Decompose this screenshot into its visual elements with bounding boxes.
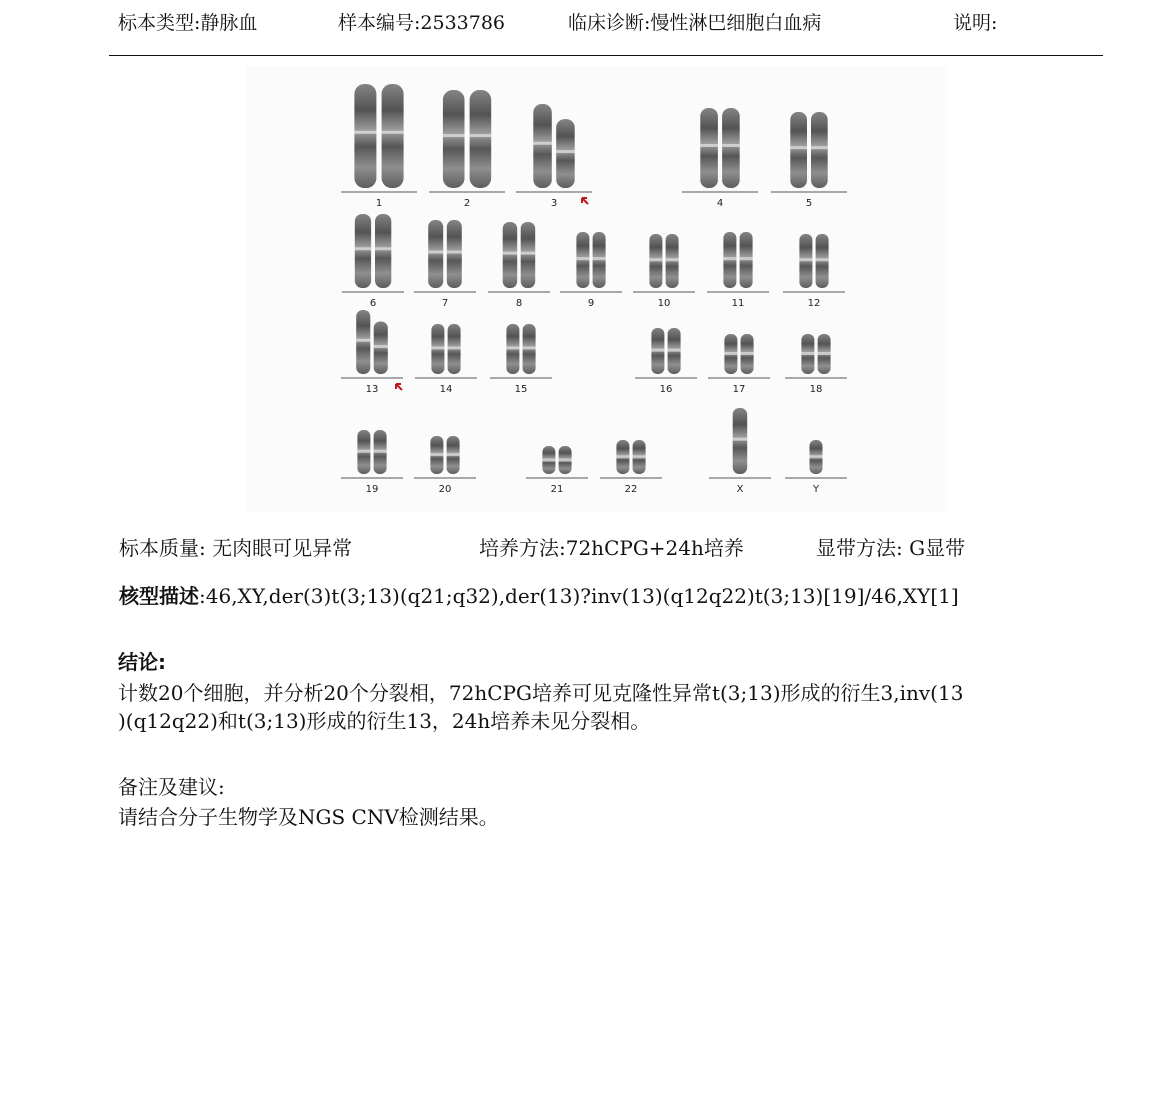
chromosome-number: 10 [657, 298, 671, 309]
abnormality-arrow-icon [396, 384, 402, 390]
centromere [533, 142, 552, 145]
chromosome-pair-15 [490, 324, 552, 395]
chromosome-number: X [736, 484, 744, 495]
centromere [790, 146, 807, 149]
chromosome [470, 90, 492, 188]
centromere [651, 349, 664, 352]
clinical-diagnosis: 临床诊断:慢性淋巴细胞白血病 [568, 12, 822, 34]
culture-method: 培养方法:72hCPG+24h培养 [479, 536, 744, 560]
chromosome-number: 14 [439, 384, 453, 395]
chromosome-pair-20 [414, 436, 476, 495]
chromosome-pair-17 [708, 334, 770, 395]
chromosome [556, 119, 575, 188]
chromosome-number: 22 [624, 484, 638, 495]
centromere [816, 258, 829, 261]
chromosome [533, 104, 552, 188]
chromosome-pair-11 [707, 232, 769, 309]
centromere [559, 459, 572, 462]
chromosome-number: 13 [365, 384, 379, 395]
centromere [542, 459, 555, 462]
chromosome-number: 5 [805, 198, 813, 209]
centromere [375, 247, 391, 250]
centromere [374, 345, 388, 348]
centromere [700, 144, 718, 147]
centromere [355, 247, 371, 250]
chromosome-number: 4 [716, 198, 724, 209]
centromere [741, 352, 754, 355]
chromosome [700, 108, 718, 188]
centromere [799, 258, 812, 261]
chromosome [733, 408, 748, 474]
chromosome-number: 3 [550, 198, 558, 209]
centromere [354, 131, 376, 134]
chromosome-number: 9 [587, 298, 595, 309]
chromosome-pair-10 [633, 234, 695, 309]
karyogram-image [246, 66, 948, 512]
chromosome-number: 21 [550, 484, 564, 495]
centromere [801, 352, 814, 355]
chromosome-pair-14 [415, 324, 477, 395]
chromosome-pair-6 [342, 214, 404, 309]
centromere [723, 257, 736, 260]
centromere [810, 455, 823, 458]
banding-method: 显带方法: G显带 [816, 536, 966, 560]
chromosome [722, 108, 740, 188]
centromere [443, 134, 465, 137]
chromosome-pair-7 [414, 220, 476, 309]
chromosome-number: 6 [369, 298, 377, 309]
centromere [374, 450, 387, 453]
centromere [428, 251, 443, 254]
centromere [733, 438, 748, 441]
centromere [724, 352, 737, 355]
centromere [722, 144, 740, 147]
chromosome-pair-1 [341, 84, 417, 209]
chromosome-pair-9 [560, 232, 622, 309]
centromere [503, 252, 518, 255]
chromosome-number: 18 [809, 384, 823, 395]
chromosome-pair-3 [516, 104, 592, 209]
chromosome-pair-X [709, 408, 771, 495]
remarks-label: 备注及建议: [118, 775, 225, 799]
centromere [523, 347, 536, 350]
centromere [506, 347, 519, 350]
centromere [382, 131, 404, 134]
specimen-type: 标本类型:静脉血 [118, 12, 258, 34]
conclusion-line-2: )(q12q22)和t(3;13)形成的衍生13，24h培养未见分裂相。 [118, 709, 651, 733]
chromosome-pair-21 [526, 446, 588, 495]
chromosome-number: 19 [365, 484, 379, 495]
chromosome [382, 84, 404, 188]
remarks-text: 请结合分子生物学及NGS CNV检测结果。 [118, 805, 499, 829]
chromosome [443, 90, 465, 188]
chromosome [811, 112, 828, 188]
centromere [470, 134, 492, 137]
chromosome-number: 20 [438, 484, 452, 495]
chromosome [428, 220, 443, 288]
centromere [740, 257, 753, 260]
chromosome-pair-19 [341, 430, 403, 495]
chromosome-pair-16 [635, 328, 697, 395]
chromosome-pair-13 [341, 310, 403, 395]
chromosome [521, 222, 536, 288]
karyotype-value: :46,XY,der(3)t(3;13)(q21;q32),der(13)?inv(13)(q12q22)t(3;13)[19]/46,XY[1] [199, 584, 959, 608]
centromere [633, 455, 646, 458]
centromere [666, 258, 679, 261]
karyotype-label: 核型描述 [119, 584, 199, 608]
centromere [431, 347, 444, 350]
chromosome-number: Y [812, 484, 820, 495]
chromosome [354, 84, 376, 188]
chromosome-number: 17 [732, 384, 746, 395]
centromere [811, 146, 828, 149]
chromosome-pair-5 [771, 112, 847, 209]
chromosome-number: 12 [807, 298, 821, 309]
karyotype-description [119, 580, 959, 609]
centromere [357, 450, 370, 453]
sample-number: 样本编号:2533786 [338, 12, 506, 34]
chromosome [447, 220, 462, 288]
chromosome-pair-18 [785, 334, 847, 395]
chromosome-pair-2 [429, 90, 505, 209]
centromere [593, 257, 606, 260]
chromosome-pair-12 [783, 234, 845, 309]
chromosome-pair-8 [488, 222, 550, 309]
centromere [447, 251, 462, 254]
chromosome-pair-Y [785, 440, 847, 495]
centromere [818, 352, 831, 355]
chromosome-pair-4 [682, 108, 758, 209]
chromosome [356, 310, 370, 374]
chromosome [790, 112, 807, 188]
note-label: 说明: [953, 12, 998, 34]
centromere [649, 258, 662, 261]
chromosome-number: 15 [514, 384, 528, 395]
chromosome [375, 214, 391, 288]
chromosome [355, 214, 371, 288]
centromere [556, 150, 575, 153]
centromere [521, 252, 536, 255]
header-divider [109, 55, 1103, 56]
centromere [430, 453, 443, 456]
centromere [576, 257, 589, 260]
centromere [447, 453, 460, 456]
chromosome-number: 1 [375, 198, 383, 209]
centromere [356, 339, 370, 342]
specimen-quality: 标本质量: 无肉眼可见异常 [119, 536, 353, 560]
conclusion-line-1: 计数20个细胞，并分析20个分裂相，72hCPG培养可见克隆性异常t(3;13)形成的衍生3,inv(13 [118, 681, 964, 705]
chromosome-number: 11 [731, 298, 745, 309]
centromere [616, 455, 629, 458]
chromosome-number: 7 [441, 298, 449, 309]
chromosome-pair-22 [600, 440, 662, 495]
centromere [668, 349, 681, 352]
chromosome-number: 2 [463, 198, 471, 209]
conclusion-label: 结论: [118, 650, 166, 674]
abnormality-arrow-icon [582, 198, 588, 204]
chromosome-number: 16 [659, 384, 673, 395]
chromosome [503, 222, 518, 288]
chromosome-number: 8 [515, 298, 523, 309]
centromere [448, 347, 461, 350]
